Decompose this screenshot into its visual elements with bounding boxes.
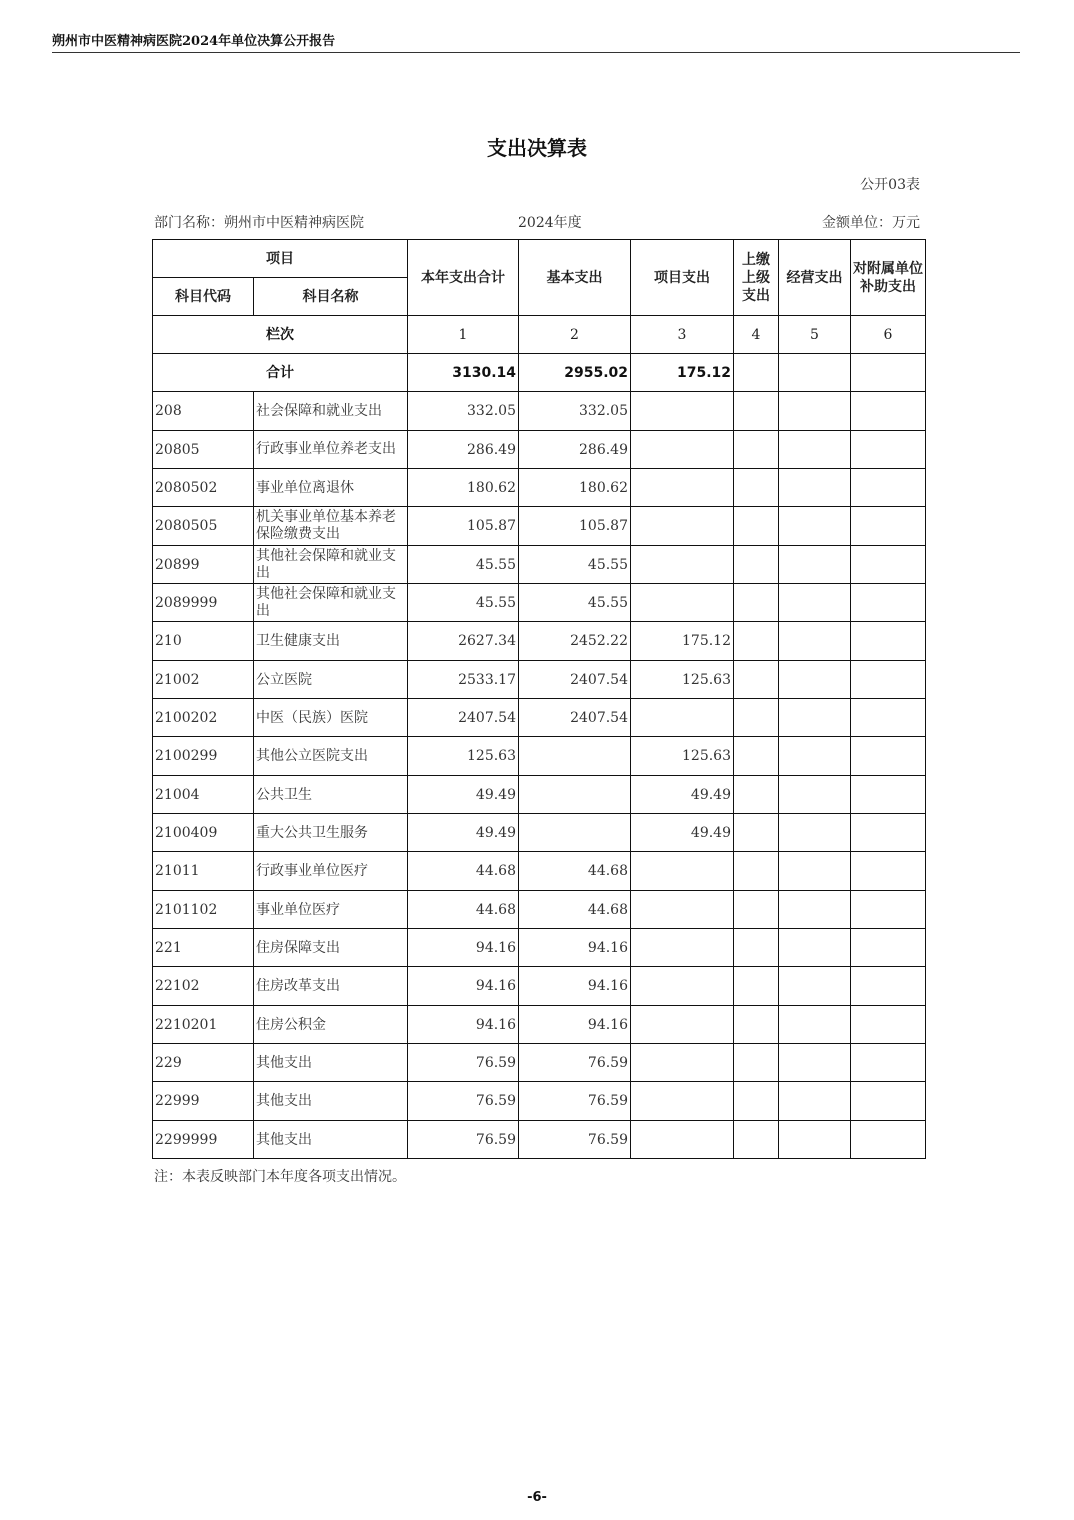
subsidy-cell — [851, 814, 926, 852]
subject-name-cell: 公共卫生 — [254, 776, 408, 814]
subject-name-cell: 中医（民族）医院 — [254, 699, 408, 737]
table-row — [153, 507, 926, 546]
subject-name-cell: 公立医院 — [254, 661, 408, 699]
business-cell — [779, 1044, 851, 1082]
basic-cell: 45.55 — [519, 584, 631, 622]
subject-code-cell: 2100409 — [153, 814, 254, 852]
business-cell — [779, 852, 851, 891]
table-row — [153, 661, 926, 699]
subsidy-cell — [851, 661, 926, 699]
total-cell: 44.68 — [408, 852, 519, 891]
basic-cell — [519, 814, 631, 852]
subject-code-cell: 208 — [153, 392, 254, 431]
column-index-4: 4 — [734, 316, 779, 354]
subsidy-cell — [851, 1006, 926, 1044]
running-header: 朔州市中医精神病医院2024年单位决算公开报告 — [52, 34, 336, 49]
column-index-5: 5 — [779, 316, 851, 354]
total-cell: 94.16 — [408, 929, 519, 967]
basic-cell: 76.59 — [519, 1082, 631, 1121]
subsidy-cell — [851, 929, 926, 967]
project-cell: 125.63 — [631, 737, 734, 776]
project-cell — [631, 1121, 734, 1159]
project-cell — [631, 392, 734, 431]
subsidy-cell — [851, 1121, 926, 1159]
upper-cell — [734, 392, 779, 431]
upper-cell — [734, 737, 779, 776]
business-cell — [779, 661, 851, 699]
table-row — [153, 431, 926, 469]
upper-cell — [734, 776, 779, 814]
business-cell — [779, 584, 851, 622]
column-index-row — [153, 316, 926, 354]
project-cell: 49.49 — [631, 776, 734, 814]
header-item: 项目 — [153, 240, 408, 278]
subject-code-cell: 20899 — [153, 546, 254, 584]
subject-name-cell: 重大公共卫生服务 — [254, 814, 408, 852]
upper-cell — [734, 1044, 779, 1082]
column-index-1: 1 — [408, 316, 519, 354]
subject-name-cell: 住房改革支出 — [254, 967, 408, 1006]
upper-cell — [734, 584, 779, 622]
total-cell: 44.68 — [408, 891, 519, 929]
total-cell: 49.49 — [408, 814, 519, 852]
subsidy-cell — [851, 852, 926, 891]
totals-row — [153, 354, 926, 392]
basic-cell: 76.59 — [519, 1044, 631, 1082]
subsidy-cell — [851, 507, 926, 546]
header-divider — [52, 52, 1020, 53]
basic-cell: 76.59 — [519, 1121, 631, 1159]
basic-cell — [519, 737, 631, 776]
subject-code-cell: 229 — [153, 1044, 254, 1082]
subject-code-cell: 22999 — [153, 1082, 254, 1121]
total-cell: 76.59 — [408, 1082, 519, 1121]
subsidy-cell — [851, 891, 926, 929]
subsidy-cell — [851, 392, 926, 431]
basic-cell: 94.16 — [519, 967, 631, 1006]
upper-cell — [734, 431, 779, 469]
total-cell: 2407.54 — [408, 699, 519, 737]
subject-name-cell: 行政事业单位养老支出 — [254, 431, 408, 469]
table-row — [153, 699, 926, 737]
upper-cell — [734, 1006, 779, 1044]
business-cell — [779, 929, 851, 967]
basic-cell: 332.05 — [519, 392, 631, 431]
basic-cell: 45.55 — [519, 546, 631, 584]
subject-name-cell: 其他支出 — [254, 1082, 408, 1121]
total-cell: 332.05 — [408, 392, 519, 431]
table-row — [153, 584, 926, 622]
table-row — [153, 1006, 926, 1044]
table-row — [153, 737, 926, 776]
subject-name-cell: 其他公立医院支出 — [254, 737, 408, 776]
subsidy-cell — [851, 431, 926, 469]
business-cell — [779, 546, 851, 584]
header-basic: 基本支出 — [519, 240, 631, 316]
subject-code-cell: 221 — [153, 929, 254, 967]
subsidy-cell — [851, 1044, 926, 1082]
project-cell — [631, 469, 734, 507]
upper-cell — [734, 814, 779, 852]
subsidy-cell — [851, 584, 926, 622]
header-subject-code: 科目代码 — [153, 278, 254, 316]
upper-cell — [734, 1082, 779, 1121]
business-cell — [779, 699, 851, 737]
subsidy-cell — [851, 699, 926, 737]
subject-name-cell: 机关事业单位基本养老保险缴费支出 — [254, 507, 408, 546]
table-row — [153, 1121, 926, 1159]
header-subsidy: 对附属单位补助支出 — [851, 240, 926, 316]
subject-code-cell: 2210201 — [153, 1006, 254, 1044]
subsidy-cell — [851, 546, 926, 584]
total-cell: 125.63 — [408, 737, 519, 776]
basic-cell: 180.62 — [519, 469, 631, 507]
subject-name-cell: 其他支出 — [254, 1121, 408, 1159]
column-index-2: 2 — [519, 316, 631, 354]
project-cell — [631, 929, 734, 967]
upper-cell — [734, 891, 779, 929]
header-project: 项目支出 — [631, 240, 734, 316]
table-row — [153, 1082, 926, 1121]
total-cell: 286.49 — [408, 431, 519, 469]
table-row — [153, 776, 926, 814]
project-cell — [631, 852, 734, 891]
business-cell — [779, 1006, 851, 1044]
total-cell: 94.16 — [408, 1006, 519, 1044]
table-row — [153, 546, 926, 584]
project-cell — [631, 699, 734, 737]
subject-code-cell: 2080505 — [153, 507, 254, 546]
upper-cell — [734, 929, 779, 967]
basic-cell: 94.16 — [519, 1006, 631, 1044]
table-row — [153, 814, 926, 852]
business-cell — [779, 967, 851, 1006]
table-row — [153, 469, 926, 507]
project-cell — [631, 891, 734, 929]
column-index-6: 6 — [851, 316, 926, 354]
business-cell — [779, 507, 851, 546]
subject-code-cell: 22102 — [153, 967, 254, 1006]
table-row — [153, 967, 926, 1006]
department-name: 部门名称：朔州市中医精神病医院 — [154, 215, 364, 231]
expenditure-table — [152, 239, 926, 1159]
header-upper: 上缴上级支出 — [734, 240, 779, 316]
basic-cell: 286.49 — [519, 431, 631, 469]
upper-cell — [734, 699, 779, 737]
subsidy-cell — [851, 469, 926, 507]
subsidy-cell — [851, 737, 926, 776]
project-cell — [631, 1006, 734, 1044]
subsidy-cell — [851, 622, 926, 661]
subject-code-cell: 210 — [153, 622, 254, 661]
basic-cell — [519, 776, 631, 814]
amount-unit: 金额单位：万元 — [822, 215, 920, 231]
table-row — [153, 891, 926, 929]
total-cell: 105.87 — [408, 507, 519, 546]
subject-name-cell: 其他支出 — [254, 1044, 408, 1082]
subject-name-cell: 其他社会保障和就业支出 — [254, 546, 408, 584]
subject-name-cell: 行政事业单位医疗 — [254, 852, 408, 891]
upper-cell — [734, 967, 779, 1006]
project-cell — [631, 1082, 734, 1121]
subject-code-cell: 2100299 — [153, 737, 254, 776]
totals-business — [779, 354, 851, 392]
basic-cell: 44.68 — [519, 891, 631, 929]
subject-code-cell: 2080502 — [153, 469, 254, 507]
total-cell: 45.55 — [408, 584, 519, 622]
business-cell — [779, 1082, 851, 1121]
project-cell — [631, 1044, 734, 1082]
total-cell: 94.16 — [408, 967, 519, 1006]
table-row — [153, 392, 926, 431]
business-cell — [779, 891, 851, 929]
subject-name-cell: 社会保障和就业支出 — [254, 392, 408, 431]
page-number: -6- — [527, 1490, 547, 1505]
totals-subsidy — [851, 354, 926, 392]
header-subject-name: 科目名称 — [254, 278, 408, 316]
totals-upper — [734, 354, 779, 392]
subject-code-cell: 2100202 — [153, 699, 254, 737]
project-cell: 125.63 — [631, 661, 734, 699]
total-cell: 2533.17 — [408, 661, 519, 699]
upper-cell — [734, 1121, 779, 1159]
subject-name-cell: 其他社会保障和就业支出 — [254, 584, 408, 622]
upper-cell — [734, 852, 779, 891]
subject-code-cell: 2101102 — [153, 891, 254, 929]
subject-name-cell: 住房公积金 — [254, 1006, 408, 1044]
upper-cell — [734, 507, 779, 546]
basic-cell: 44.68 — [519, 852, 631, 891]
subject-code-cell: 2089999 — [153, 584, 254, 622]
subject-code-cell: 21011 — [153, 852, 254, 891]
total-cell: 76.59 — [408, 1121, 519, 1159]
project-cell: 49.49 — [631, 814, 734, 852]
business-cell — [779, 1121, 851, 1159]
subject-name-cell: 事业单位离退休 — [254, 469, 408, 507]
upper-cell — [734, 469, 779, 507]
table-row — [153, 1044, 926, 1082]
table-row — [153, 852, 926, 891]
totals-label: 合计 — [153, 354, 408, 392]
total-cell: 45.55 — [408, 546, 519, 584]
business-cell — [779, 737, 851, 776]
totals-project: 175.12 — [631, 354, 734, 392]
subsidy-cell — [851, 1082, 926, 1121]
totals-total: 3130.14 — [408, 354, 519, 392]
project-cell — [631, 507, 734, 546]
basic-cell: 2452.22 — [519, 622, 631, 661]
project-cell — [631, 584, 734, 622]
subject-code-cell: 2299999 — [153, 1121, 254, 1159]
page-title: 支出决算表 — [487, 136, 587, 160]
subsidy-cell — [851, 967, 926, 1006]
upper-cell — [734, 546, 779, 584]
business-cell — [779, 814, 851, 852]
subject-code-cell: 21004 — [153, 776, 254, 814]
basic-cell: 2407.54 — [519, 699, 631, 737]
project-cell — [631, 967, 734, 1006]
subject-name-cell: 卫生健康支出 — [254, 622, 408, 661]
business-cell — [779, 431, 851, 469]
basic-cell: 94.16 — [519, 929, 631, 967]
subject-code-cell: 20805 — [153, 431, 254, 469]
total-cell: 76.59 — [408, 1044, 519, 1082]
total-cell: 2627.34 — [408, 622, 519, 661]
table-row — [153, 622, 926, 661]
business-cell — [779, 776, 851, 814]
upper-cell — [734, 661, 779, 699]
basic-cell: 2407.54 — [519, 661, 631, 699]
totals-basic: 2955.02 — [519, 354, 631, 392]
table-code: 公开03表 — [860, 177, 920, 193]
project-cell — [631, 546, 734, 584]
total-cell: 180.62 — [408, 469, 519, 507]
business-cell — [779, 392, 851, 431]
column-index-3: 3 — [631, 316, 734, 354]
business-cell — [779, 622, 851, 661]
subsidy-cell — [851, 776, 926, 814]
subject-code-cell: 21002 — [153, 661, 254, 699]
business-cell — [779, 469, 851, 507]
column-index-label: 栏次 — [153, 316, 408, 354]
subject-name-cell: 住房保障支出 — [254, 929, 408, 967]
fiscal-year: 2024年度 — [518, 215, 582, 231]
subject-name-cell: 事业单位医疗 — [254, 891, 408, 929]
project-cell: 175.12 — [631, 622, 734, 661]
header-business: 经营支出 — [779, 240, 851, 316]
table-note: 注：本表反映部门本年度各项支出情况。 — [154, 1169, 406, 1185]
basic-cell: 105.87 — [519, 507, 631, 546]
header-total: 本年支出合计 — [408, 240, 519, 316]
project-cell — [631, 431, 734, 469]
upper-cell — [734, 622, 779, 661]
table-row — [153, 929, 926, 967]
total-cell: 49.49 — [408, 776, 519, 814]
